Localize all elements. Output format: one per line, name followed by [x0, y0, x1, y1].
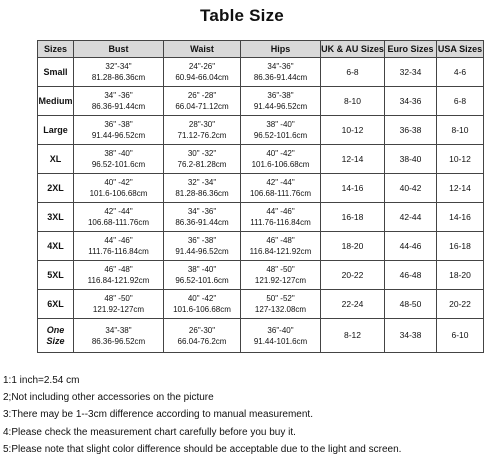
uk-au-size-cell: 10-12 [321, 116, 385, 145]
bust-inches: 40" -42" [104, 178, 133, 187]
bust-inches: 34" -36" [104, 91, 133, 100]
usa-size-cell: 12-14 [437, 174, 484, 203]
usa-size-cell: 16-18 [437, 232, 484, 261]
note-line: 3:There may be 1--3cm difference according to manual measurement. [3, 409, 313, 421]
hips-inches: 36"-38" [267, 91, 294, 100]
table-header-row [38, 41, 484, 58]
usa-size-cell: 8-10 [437, 116, 484, 145]
page-title: Table Size [200, 6, 284, 25]
waist-centimeters: 101.6-106.68cm [173, 305, 231, 314]
bust-inches: 32"-34" [105, 62, 132, 71]
size-label-line: Size [46, 335, 65, 346]
waist-inches: 26" -28" [187, 91, 217, 100]
hips-inches: 48" -50" [266, 265, 295, 274]
usa-size-cell: 4-6 [437, 58, 484, 87]
table-row [38, 319, 484, 353]
uk-au-size-cell: 16-18 [321, 203, 385, 232]
bust-centimeters: 121.92-127cm [92, 305, 145, 314]
bust-cell [74, 261, 164, 290]
hips-inches: 40" -42" [266, 149, 295, 158]
usa-size-cell: 6-10 [437, 319, 484, 353]
waist-inches: 38" -40" [187, 265, 217, 274]
hips-cell [241, 87, 321, 116]
bust-inches: 46" -48" [104, 265, 133, 274]
header-euro-sizes: Euro Sizes [385, 41, 437, 58]
table-row [38, 116, 484, 145]
uk-au-size-cell: 18-20 [321, 232, 385, 261]
bust-inches: 44" -46" [104, 236, 133, 245]
hips-cell [241, 174, 321, 203]
waist-centimeters: 66.04-76.2cm [177, 336, 227, 346]
header-hips: Hips [241, 41, 321, 58]
header-waist: Waist [164, 41, 241, 58]
bust-centimeters: 81.28-86.36cm [91, 73, 146, 82]
bust-centimeters: 116.84-121.92cm [87, 276, 150, 285]
euro-size-cell: 46-48 [385, 261, 437, 290]
waist-centimeters: 66.04-71.12cm [175, 102, 229, 111]
table-row [38, 261, 484, 290]
waist-inches: 26"-30" [188, 325, 216, 335]
uk-au-size-cell: 20-22 [321, 261, 385, 290]
uk-au-size-cell: 12-14 [321, 145, 385, 174]
hips-cell [241, 261, 321, 290]
waist-inches: 34" -36" [187, 207, 217, 216]
table-row [38, 174, 484, 203]
bust-cell [74, 232, 164, 261]
table-row [38, 290, 484, 319]
uk-au-size-cell: 22-24 [321, 290, 385, 319]
bust-cell [74, 116, 164, 145]
note-line: 5:Please note that slight color difference should be acceptable due to the light and screen. [3, 443, 402, 455]
waist-cell [164, 203, 241, 232]
bust-inches: 34"-38" [105, 325, 132, 335]
uk-au-size-cell: 8-10 [321, 87, 385, 116]
waist-cell [164, 261, 241, 290]
waist-centimeters: 71.12-76.2cm [177, 131, 227, 140]
hips-inches: 44" -46" [266, 207, 295, 216]
header-uk-au-sizes: UK & AU Sizes [321, 41, 385, 58]
uk-au-size-cell: 6-8 [321, 58, 385, 87]
waist-cell [164, 174, 241, 203]
euro-size-cell: 32-34 [385, 58, 437, 87]
size-cell: Medium [38, 87, 74, 116]
waist-inches: 30" -32" [187, 149, 217, 158]
hips-cell [241, 116, 321, 145]
notes-section [3, 372, 483, 458]
hips-inches: 42" -44" [266, 178, 295, 187]
header-usa-sizes: USA Sizes [437, 41, 484, 58]
table-row [38, 203, 484, 232]
waist-centimeters: 60.94-66.04cm [175, 73, 229, 82]
waist-inches: 32" -34" [187, 178, 217, 187]
bust-cell [74, 319, 164, 353]
waist-inches: 24"-26" [188, 62, 216, 71]
size-label-line: One [46, 324, 65, 335]
bust-inches: 42" -44" [104, 207, 133, 216]
bust-inches: 36" -38" [104, 120, 133, 129]
size-cell: 2XL [38, 174, 74, 203]
hips-centimeters: 127-132.08cm [254, 305, 307, 314]
hips-inches: 36"-40" [267, 325, 294, 335]
bust-centimeters: 86.36-91.44cm [91, 102, 146, 111]
hips-centimeters: 91.44-101.6cm [253, 336, 308, 346]
hips-centimeters: 96.52-101.6cm [253, 131, 308, 140]
uk-au-size-cell: 8-12 [321, 319, 385, 353]
euro-size-cell: 36-38 [385, 116, 437, 145]
header-sizes: Sizes [38, 41, 74, 58]
note-line: 4:Please check the measurement chart carefully before you buy it. [3, 426, 296, 438]
bust-inches: 48" -50" [104, 294, 133, 303]
bust-cell [74, 203, 164, 232]
euro-size-cell: 38-40 [385, 145, 437, 174]
hips-cell [241, 319, 321, 353]
size-chart-table [37, 40, 484, 353]
bust-centimeters: 96.52-101.6cm [91, 160, 146, 169]
size-cell [38, 319, 74, 353]
size-cell: Small [38, 58, 74, 87]
waist-centimeters: 86.36-91.44cm [175, 218, 229, 227]
waist-centimeters: 91.44-96.52cm [175, 247, 229, 256]
hips-cell [241, 203, 321, 232]
bust-centimeters: 91.44-96.52cm [91, 131, 146, 140]
hips-cell [241, 290, 321, 319]
hips-inches: 50" -52" [266, 294, 295, 303]
hips-cell [241, 232, 321, 261]
hips-cell [241, 145, 321, 174]
usa-size-cell: 18-20 [437, 261, 484, 290]
size-cell: 5XL [38, 261, 74, 290]
hips-centimeters: 121.92-127cm [254, 276, 307, 285]
hips-inches: 38" -40" [266, 120, 295, 129]
bust-centimeters: 111.76-116.84cm [88, 247, 149, 256]
size-cell: Large [38, 116, 74, 145]
usa-size-cell: 20-22 [437, 290, 484, 319]
table-row [38, 87, 484, 116]
euro-size-cell: 44-46 [385, 232, 437, 261]
usa-size-cell: 10-12 [437, 145, 484, 174]
euro-size-cell: 40-42 [385, 174, 437, 203]
hips-centimeters: 91.44-96.52cm [253, 102, 308, 111]
hips-centimeters: 116.84-121.92cm [249, 247, 312, 256]
usa-size-cell: 6-8 [437, 87, 484, 116]
note-line: 1:1 inch=2.54 cm [3, 375, 80, 386]
bust-cell [74, 87, 164, 116]
size-cell: XL [38, 145, 74, 174]
size-cell: 3XL [38, 203, 74, 232]
bust-centimeters: 86.36-96.52cm [91, 336, 146, 346]
hips-inches: 34"-36" [267, 62, 294, 71]
note-line: 2;Not including other accessories on the picture [3, 392, 214, 404]
bust-cell [74, 174, 164, 203]
euro-size-cell: 42-44 [385, 203, 437, 232]
usa-size-cell: 14-16 [437, 203, 484, 232]
waist-inches: 40" -42" [187, 294, 217, 303]
hips-centimeters: 86.36-91.44cm [253, 73, 308, 82]
hips-centimeters: 106.68-111.76cm [249, 189, 312, 198]
waist-centimeters: 76.2-81.28cm [177, 160, 227, 169]
waist-cell [164, 232, 241, 261]
waist-inches: 36" -38" [187, 236, 217, 245]
bust-cell [74, 145, 164, 174]
waist-inches: 28"-30" [188, 120, 216, 129]
euro-size-cell: 34-36 [385, 87, 437, 116]
bust-cell [74, 290, 164, 319]
uk-au-size-cell: 14-16 [321, 174, 385, 203]
hips-centimeters: 101.6-106.68cm [251, 160, 310, 169]
waist-cell [164, 116, 241, 145]
hips-inches: 46" -48" [266, 236, 295, 245]
euro-size-cell: 48-50 [385, 290, 437, 319]
waist-cell [164, 145, 241, 174]
bust-cell [74, 58, 164, 87]
waist-cell [164, 58, 241, 87]
bust-inches: 38" -40" [104, 149, 133, 158]
table-row [38, 58, 484, 87]
waist-cell [164, 319, 241, 353]
bust-centimeters: 101.6-106.68cm [89, 189, 148, 198]
euro-size-cell: 34-38 [385, 319, 437, 353]
waist-cell [164, 87, 241, 116]
waist-cell [164, 290, 241, 319]
bust-centimeters: 106.68-111.76cm [87, 218, 150, 227]
waist-centimeters: 96.52-101.6cm [175, 276, 229, 285]
hips-centimeters: 111.76-116.84cm [250, 218, 311, 227]
waist-centimeters: 81.28-86.36cm [175, 189, 229, 198]
size-cell: 6XL [38, 290, 74, 319]
header-bust: Bust [74, 41, 164, 58]
table-row [38, 232, 484, 261]
hips-cell [241, 58, 321, 87]
size-cell: 4XL [38, 232, 74, 261]
table-row [38, 145, 484, 174]
